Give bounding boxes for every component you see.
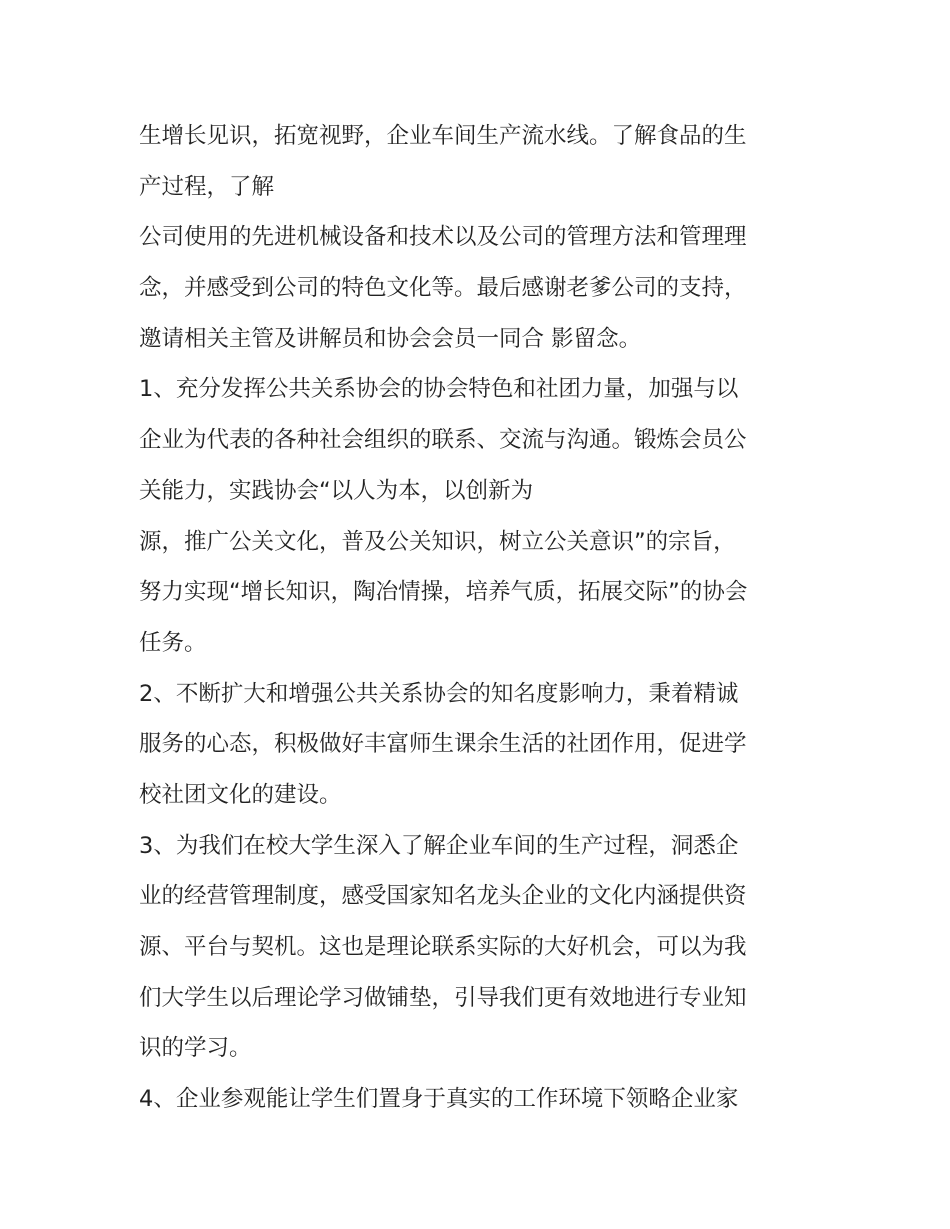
text-line: 源、平台与契机。这也是理论联系实际的大好机会，可以为我 [139, 934, 747, 960]
text-line: 3、为我们在校大学生深入了解企业车间的生产过程，洞悉企 [139, 832, 739, 859]
text-line: 生增长见识，拓宽视野，企业车间生产流水线。了解食品的生 [139, 123, 747, 149]
text-line: 邀请相关主管及讲解员和协会会员一同合 影留念。 [139, 325, 642, 352]
text-line: 努力实现“增长知识，陶冶情操，培养气质，拓展交际”的协会 [139, 579, 748, 606]
text-line: 念，并感受到公司的特色文化等。最后感谢老爹公司的支持， [139, 275, 747, 302]
body-text [139, 111, 819, 1125]
text-line: 企业为代表的各种社会组织的联系、交流与沟通。锻炼会员公 [139, 427, 747, 454]
text-line: 们大学生以后理论学习做铺垫，引导我们更有效地进行专业知 [139, 984, 747, 1011]
text-line: 任务。 [139, 629, 207, 656]
text-line: 4、企业参观能让学生们置身于真实的工作环境下领略企业家 [139, 1086, 739, 1113]
text-line: 关能力，实践协会“以人为本，以创新为 [139, 477, 534, 504]
text-line: 校社团文化的建设。 [139, 781, 342, 808]
text-line: 业的经营管理制度，感受国家知名龙头企业的文化内涵提供资 [139, 883, 747, 910]
text-line: 服务的心态，积极做好丰富师生课余生活的社团作用，促进学 [139, 731, 747, 758]
text-line: 产过程，了解 [139, 173, 275, 200]
text-line: 公司使用的先进机械设备和技术以及公司的管理方法和管理理 [139, 224, 747, 251]
text-line: 识的学习。 [139, 1035, 252, 1062]
text-line: 2、不断扩大和增强公共关系协会的知名度影响力，秉着精诚 [139, 680, 739, 707]
text-line: 源，推广公关文化，普及公关知识，树立公关意识”的宗旨， [139, 528, 736, 555]
text-line: 1、充分发挥公共关系协会的协会特色和社团力量，加强与以 [139, 376, 739, 403]
